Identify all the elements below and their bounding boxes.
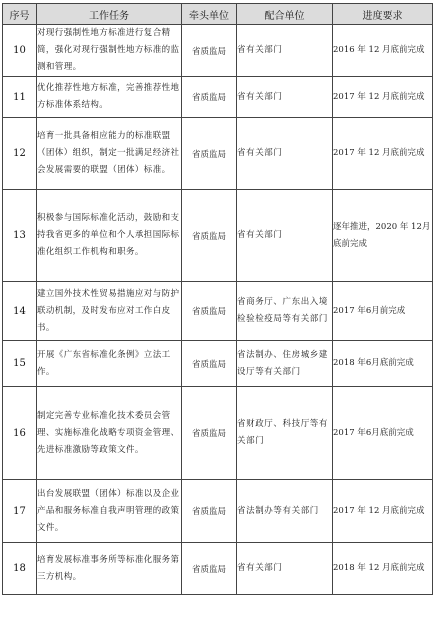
row-task: 培育一批具备相应能力的标准联盟（团体）组织，制定一批满足经济社会发展需要的联盟（团体）标准。 xyxy=(37,118,182,190)
row-lead-unit: 省质监局 xyxy=(182,480,237,543)
row-number: 15 xyxy=(3,341,37,387)
row-number: 18 xyxy=(3,543,37,595)
row-coop-unit: 省财政厅、科技厅等有关部门 xyxy=(237,387,333,480)
row-lead-unit: 省质监局 xyxy=(182,118,237,190)
table-row xyxy=(3,480,433,543)
header-task: 工作任务 xyxy=(37,4,182,25)
row-lead-unit: 省质监局 xyxy=(182,543,237,595)
row-number: 12 xyxy=(3,118,37,190)
row-progress: 2018 年6月底前完成 xyxy=(333,341,433,387)
table-row xyxy=(3,190,433,282)
table-row xyxy=(3,118,433,190)
row-progress: 2017 年 12 月底前完成 xyxy=(333,480,433,543)
table-row xyxy=(3,25,433,77)
row-task: 开展《广东省标准化条例》立法工作。 xyxy=(37,341,182,387)
table-header-row xyxy=(3,4,433,25)
table-row xyxy=(3,282,433,341)
row-number: 10 xyxy=(3,25,37,77)
row-task: 培育发展标准事务所等标准化服务第三方机构。 xyxy=(37,543,182,595)
row-progress: 逐年推进，2020 年 12月底前完成 xyxy=(333,190,433,282)
table-row xyxy=(3,387,433,480)
row-task: 建立国外技术性贸易措施应对与防护联动机制，及时发布应对工作白皮书。 xyxy=(37,282,182,341)
row-progress: 2018 年 12 月底前完成 xyxy=(333,543,433,595)
row-lead-unit: 省质监局 xyxy=(182,77,237,118)
row-lead-unit: 省质监局 xyxy=(182,387,237,480)
table-row xyxy=(3,543,433,595)
row-coop-unit: 省有关部门 xyxy=(237,77,333,118)
row-coop-unit: 省法制办、住房城乡建设厅等有关部门 xyxy=(237,341,333,387)
row-coop-unit: 省有关部门 xyxy=(237,25,333,77)
table-row xyxy=(3,341,433,387)
row-task: 优化推荐性地方标准，完善推荐性地方标准体系结构。 xyxy=(37,77,182,118)
row-coop-unit: 省有关部门 xyxy=(237,543,333,595)
row-progress: 2016 年 12 月底前完成 xyxy=(333,25,433,77)
table-row xyxy=(3,77,433,118)
row-lead-unit: 省质监局 xyxy=(182,282,237,341)
header-lead-unit: 牵头单位 xyxy=(182,4,237,25)
row-coop-unit: 省有关部门 xyxy=(237,118,333,190)
row-coop-unit: 省有关部门 xyxy=(237,190,333,282)
row-coop-unit: 省商务厅、广东出入境检验检疫局等有关部门 xyxy=(237,282,333,341)
row-number: 13 xyxy=(3,190,37,282)
row-progress: 2017 年 12 月底前完成 xyxy=(333,118,433,190)
header-progress: 进度要求 xyxy=(333,4,433,25)
row-task: 出台发展联盟（团体）标准以及企业产品和服务标准自我声明管理的政策文件。 xyxy=(37,480,182,543)
row-progress: 2017 年6月底前完成 xyxy=(333,387,433,480)
row-progress: 2017 年6月前完成 xyxy=(333,282,433,341)
row-progress: 2017 年 12 月底前完成 xyxy=(333,77,433,118)
row-number: 17 xyxy=(3,480,37,543)
row-lead-unit: 省质监局 xyxy=(182,190,237,282)
row-lead-unit: 省质监局 xyxy=(182,25,237,77)
task-table xyxy=(2,3,433,595)
row-coop-unit: 省法制办等有关部门 xyxy=(237,480,333,543)
row-task: 制定完善专业标准化技术委员会管理、实施标准化战略专项资金管理、先进标准激励等政策文件。 xyxy=(37,387,182,480)
header-no: 序号 xyxy=(3,4,37,25)
row-task: 积极参与国际标准化活动，鼓励和支持我省更多的单位和个人承担国际标准化组织工作机构和职务。 xyxy=(37,190,182,282)
row-lead-unit: 省质监局 xyxy=(182,341,237,387)
row-number: 14 xyxy=(3,282,37,341)
row-number: 16 xyxy=(3,387,37,480)
header-coop-unit: 配合单位 xyxy=(237,4,333,25)
row-task: 对现行强制性地方标准进行复合精简，强化对现行强制性地方标准的监测和管理。 xyxy=(37,25,182,77)
row-number: 11 xyxy=(3,77,37,118)
